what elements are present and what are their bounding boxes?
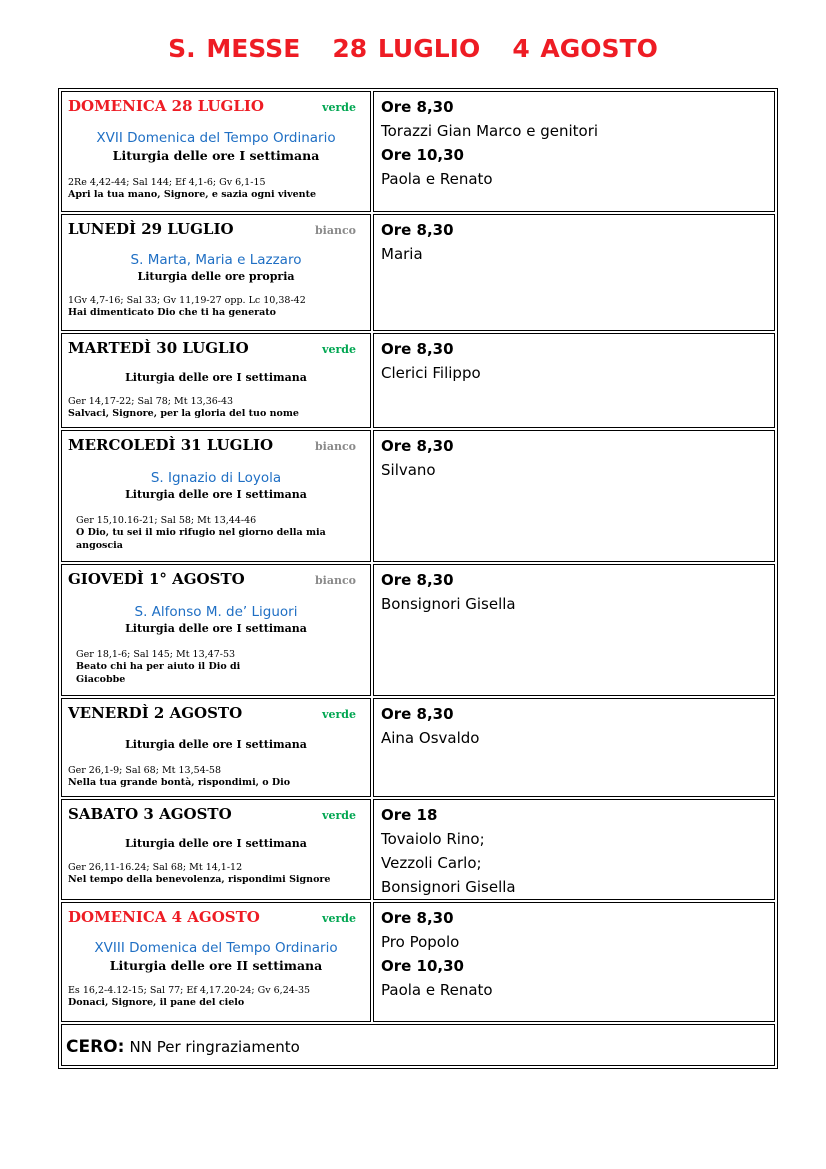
page-title: S. MESSE 28 LUGLIO 4 AGOSTO [168,34,658,63]
psalm-response: Salvaci, Signore, per la gloria del tuo nome [68,408,299,419]
liturgical-color: bianco [314,224,356,237]
liturgical-color: verde [322,343,356,356]
day-info-cell [61,902,371,1022]
liturgical-color: verde [322,912,356,925]
cero-cell [61,1024,775,1066]
readings: Ger 26,11-16.24; Sal 68; Mt 14,1-12 [68,862,243,873]
mass-intention: Aina Osvaldo [381,729,480,747]
mass-time: Ore 18 [381,806,438,824]
mass-cell [373,91,775,212]
psalm-response: Nella tua grande bontà, rispondimi, o Dio [68,777,291,788]
feast-name: S. Marta, Maria e Lazzaro [130,252,302,268]
table-row [61,799,775,900]
day-name: MARTEDÌ 30 LUGLIO [68,339,249,357]
mass-intention: Torazzi Gian Marco e genitori [381,122,599,140]
day-info-cell [61,799,371,900]
day-info-cell [61,91,371,212]
mass-cell [373,430,775,562]
table-row [61,698,775,797]
day-info-cell [61,214,371,331]
psalm-response: Donaci, Signore, il pane del cielo [68,997,245,1008]
mass-intention: Tovaiolo Rino; [381,830,485,848]
liturgy-hours: Liturgia delle ore I settimana [125,488,307,501]
mass-intention: Bonsignori Gisella [381,878,516,896]
day-name: VENERDÌ 2 AGOSTO [68,704,243,722]
mass-intention: Paola e Renato [381,981,493,999]
day-info-cell [61,698,371,797]
liturgical-color: verde [322,708,356,721]
mass-intention: Bonsignori Gisella [381,595,516,613]
table-row [61,1024,775,1066]
mass-intention: Pro Popolo [381,933,460,951]
mass-time: Ore 10,30 [381,957,464,975]
table-row [61,430,775,562]
liturgy-hours: Liturgia delle ore propria [137,270,295,283]
mass-time: Ore 8,30 [381,705,454,723]
mass-cell [373,333,775,428]
mass-intention: Clerici Filippo [381,364,481,382]
mass-time: Ore 8,30 [381,437,454,455]
cero-text: NN Per ringraziamento [129,1038,300,1056]
mass-intention: Vezzoli Carlo; [381,854,482,872]
readings: Ger 14,17-22; Sal 78; Mt 13,36-43 [68,396,234,407]
mass-intention: Paola e Renato [381,170,493,188]
readings: Es 16,2-4.12-15; Sal 77; Ef 4,17.20-24; Gv 6,24-35 [68,985,311,996]
readings: Ger 26,1-9; Sal 68; Mt 13,54-58 [68,765,221,776]
day-info-cell [61,430,371,562]
liturgical-color: bianco [314,574,356,587]
feast-name: S. Alfonso M. de’ Liguori [134,604,298,620]
mass-time: Ore 8,30 [381,340,454,358]
day-info-cell [61,564,371,696]
liturgical-color: verde [322,101,356,114]
mass-intention: Maria [381,245,423,263]
day-name: LUNEDÌ 29 LUGLIO [68,220,234,238]
readings: Ger 15,10.16-21; Sal 58; Mt 13,44-46 [76,515,257,526]
mass-time: Ore 10,30 [381,146,464,164]
liturgy-hours: Liturgia delle ore I settimana [125,738,307,751]
mass-cell [373,214,775,331]
psalm-response: O Dio, tu sei il mio rifugio nel giorno della mia angoscia [76,527,326,551]
day-name: SABATO 3 AGOSTO [68,805,232,823]
readings: Ger 18,1-6; Sal 145; Mt 13,47-53 [76,649,236,660]
table-row [61,902,775,1022]
day-info-cell [61,333,371,428]
liturgy-hours: Liturgia delle ore II settimana [109,958,323,973]
psalm-response: Nel tempo della benevolenza, rispondimi Signore [68,874,331,885]
liturgical-color: verde [322,809,356,822]
psalm-response: Apri la tua mano, Signore, e sazia ogni vivente [68,189,317,200]
day-name: DOMENICA 4 AGOSTO [68,908,260,926]
mass-time: Ore 8,30 [381,571,454,589]
readings: 1Gv 4,7-16; Sal 33; Gv 11,19-27 opp. Lc 10,38-42 [68,295,306,306]
mass-intention: Silvano [381,461,436,479]
readings: 2Re 4,42-44; Sal 144; Ef 4,1-6; Gv 6,1-15 [68,177,266,188]
feast-name: XVIII Domenica del Tempo Ordinario [94,940,338,956]
liturgical-color: bianco [314,440,356,453]
table-row [61,564,775,696]
table-row [61,214,775,331]
mass-time: Ore 8,30 [381,221,454,239]
mass-time: Ore 8,30 [381,909,454,927]
mass-cell [373,799,775,900]
feast-name: S. Ignazio di Loyola [150,470,282,486]
liturgy-hours: Liturgia delle ore I settimana [125,371,307,384]
day-name: MERCOLEDÌ 31 LUGLIO [68,436,274,454]
day-name: GIOVEDÌ 1° AGOSTO [68,570,245,588]
mass-schedule-table [58,88,778,1069]
psalm-response: Beato chi ha per aiuto il Dio di Giacobbe [76,661,241,685]
mass-cell [373,564,775,696]
liturgy-hours: Liturgia delle ore I settimana [125,837,307,850]
cero-label: CERO: [66,1037,125,1057]
liturgy-hours: Liturgia delle ore I settimana [125,622,307,635]
mass-cell [373,902,775,1022]
mass-time: Ore 8,30 [381,98,454,116]
day-name: DOMENICA 28 LUGLIO [68,97,264,115]
mass-cell [373,698,775,797]
table-row [61,91,775,212]
psalm-response: Hai dimenticato Dio che ti ha generato [68,307,277,318]
liturgy-hours: Liturgia delle ore I settimana [112,148,320,163]
table-row [61,333,775,428]
feast-name: XVII Domenica del Tempo Ordinario [96,130,336,146]
